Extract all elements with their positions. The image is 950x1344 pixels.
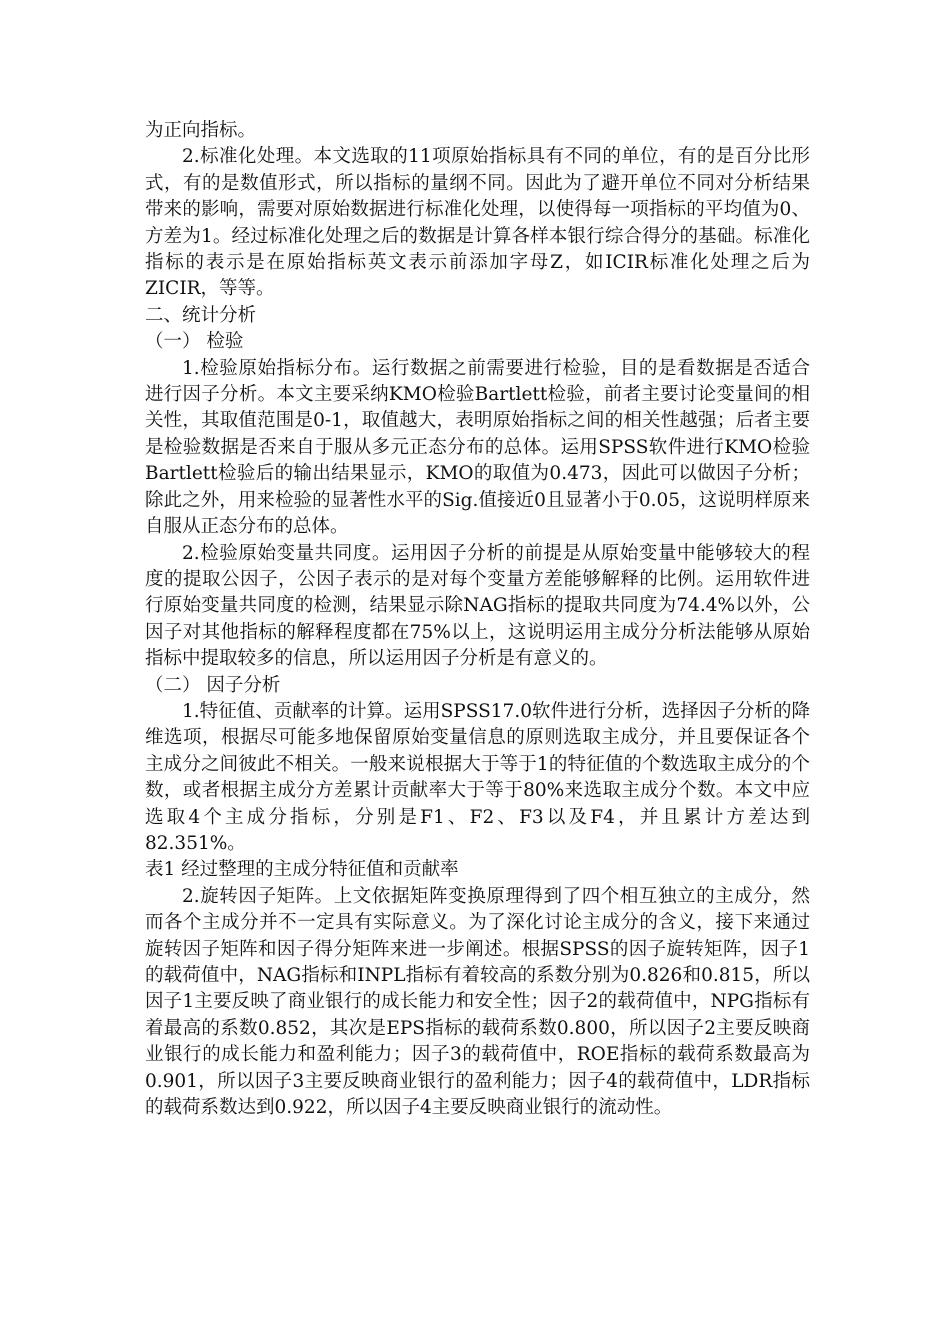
paragraph-rotated-factor-matrix: 2.旋转因子矩阵。上文依据矩阵变换原理得到了四个相互独立的主成分，然而各个主成分并不一定具有实际意义。为了深化讨论主成分的含义，接下来通过旋转因子矩阵和因子得分矩阵来进一步阐述。根据SPSS的因子旋转矩阵，因子1的载荷值中，NAG指标和INPL指标有着较高的系数分别为0.826和0.815，所以因子1主要反映了商业银行的成长能力和安全性；因子2的载荷值中，NPG指标有着最高的系数0.852，其次是EPS指标的载荷系数0.800，所以因子2主要反映商业银行的成长能力和盈利能力；因子3的载荷值中，ROE指标的载荷系数最高为0.901，所以因子3主要反映商业银行的盈利能力；因子4的载荷值中，LDR指标的载荷系数达到0.922，所以因子4主要反映商业银行的流动性。 (145, 885, 810, 1119)
table-caption: 表1 经过整理的主成分特征值和贡献率 (145, 859, 459, 881)
paragraph-eigenvalues: 1.特征值、贡献率的计算。运用SPSS17.0软件进行分析，选择因子分析的降维选项，根据尽可能多地保留原始变量信息的原则选取主成分，并且要保证各个主成分之间彼此不相关。一般来说根据大于等于1的特征值的个数选取主成分的个数，或者根据主成分方差累计贡献率大于等于80%来选取主成分个数。本文中应选取4个主成分指标，分别是F1、F2、F3以及F4，并且累计方差达到82.351%。 (145, 700, 810, 854)
paragraph-communality-test: 2.检验原始变量共同度。运用因子分析的前提是从原始变量中能够较大的程度的提取公因子，公因子表示的是对每个变量方差能够解释的比例。运用软件进行原始变量共同度的检测，结果显示除NAG指标的提取共同度为74.4%以外，公因子对其他指标的解释程度都在75%以上，这说明运用主成分分析法能够从原始指标中提取较多的信息，所以运用因子分析是有意义的。 (145, 542, 810, 670)
section-heading-statistical-analysis: 二、统计分析 (145, 304, 257, 326)
subsection-heading-factor-analysis: （二） 因子分析 (145, 674, 281, 696)
paragraph-distribution-test: 1.检验原始指标分布。运行数据之前需要进行检验，目的是看数据是否适合进行因子分析。本文主要采纳KMO检验Bartlett检验，前者主要讨论变量间的相关性，其取值范围是0-1，取值越大，表明原始指标之间的相关性越强；后者主要是检验数据是否来自于服从多元正态分布的总体。运用SPSS软件进行KMO检验Bartlett检验后的输出结果显示，KMO的取值为0.473，因此可以做因子分析；除此之外，用来检验的显著性水平的Sig.值接近0且显著小于0.05，这说明样原来自服从正态分布的总体。 (145, 357, 810, 538)
subsection-heading-tests: （一） 检验 (145, 331, 244, 353)
document-body (145, 118, 810, 1121)
paragraph-continuation: 为正向指标。 (145, 120, 257, 141)
paragraph-standardization: 2.标准化处理。本文选取的11项原始指标具有不同的单位，有的是百分比形式，有的是数值形式，所以指标的量纲不同。因此为了避开单位不同对分析结果带来的影响，需要对原始数据进行标准化处理，以使得每一项指标的平均值为0、方差为1。经过标准化处理之后的数据是计算各样本银行综合得分的基础。标准化指标的表示是在原始指标英文表示前添加字母Z，如ICIR标准化处理之后为ZICIR，等等。 (145, 146, 810, 300)
